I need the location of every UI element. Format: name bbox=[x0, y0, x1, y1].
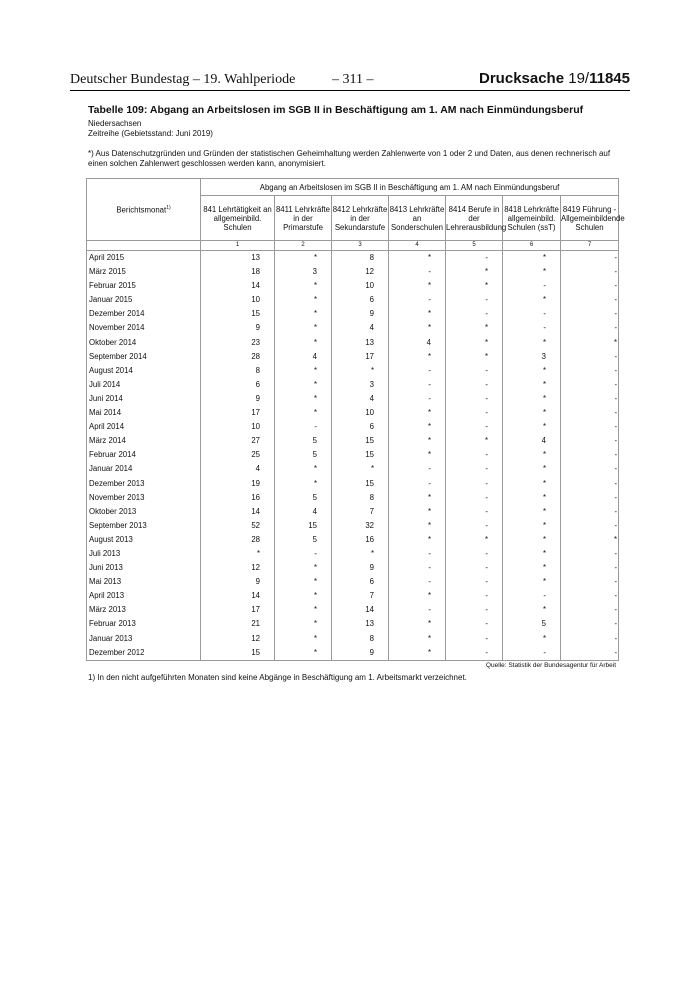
row-value: 3 bbox=[503, 350, 561, 364]
row-value: - bbox=[446, 307, 503, 321]
row-value: 27 bbox=[201, 434, 275, 448]
page-header bbox=[70, 70, 630, 91]
row-value: 15 bbox=[332, 477, 389, 491]
table-row bbox=[87, 491, 619, 505]
row-value: - bbox=[503, 589, 561, 603]
row-month: August 2013 bbox=[87, 533, 201, 547]
row-value: - bbox=[561, 547, 619, 561]
row-value: * bbox=[275, 336, 332, 350]
row-value: 13 bbox=[201, 251, 275, 266]
row-value: * bbox=[275, 646, 332, 661]
row-month: Dezember 2014 bbox=[87, 307, 201, 321]
row-value: 13 bbox=[332, 617, 389, 631]
row-value: 8 bbox=[332, 251, 389, 266]
table-row bbox=[87, 448, 619, 462]
table-title: Tabelle 109: Abgang an Arbeitslosen im SGB II in Beschäftigung am 1. AM nach Einmündungsberuf bbox=[88, 104, 584, 116]
table-row bbox=[87, 462, 619, 476]
row-value: 12 bbox=[201, 561, 275, 575]
row-value: 4 bbox=[275, 350, 332, 364]
header-document-number bbox=[479, 70, 630, 87]
row-value: - bbox=[561, 392, 619, 406]
month-header-footnote-ref: 1) bbox=[166, 204, 171, 211]
row-value: - bbox=[561, 321, 619, 335]
row-value: - bbox=[561, 350, 619, 364]
row-value: * bbox=[503, 491, 561, 505]
row-value: * bbox=[389, 406, 446, 420]
row-value: * bbox=[446, 350, 503, 364]
header-publication: Deutscher Bundestag – 19. Wahlperiode bbox=[70, 72, 296, 87]
row-value: * bbox=[332, 547, 389, 561]
row-value: - bbox=[446, 420, 503, 434]
source-note: Quelle: Statistik der Bundesagentur für Arbeit bbox=[485, 662, 616, 669]
row-value: * bbox=[503, 632, 561, 646]
row-value: - bbox=[561, 293, 619, 307]
row-value: * bbox=[503, 575, 561, 589]
row-value: * bbox=[446, 279, 503, 293]
row-value: 5 bbox=[275, 434, 332, 448]
row-value: - bbox=[446, 603, 503, 617]
row-value: * bbox=[446, 265, 503, 279]
row-value: - bbox=[446, 378, 503, 392]
row-value: - bbox=[275, 420, 332, 434]
row-value: 4 bbox=[201, 462, 275, 476]
row-value: * bbox=[389, 434, 446, 448]
row-value: 5 bbox=[275, 448, 332, 462]
row-value: - bbox=[446, 448, 503, 462]
table-row bbox=[87, 265, 619, 279]
row-value: - bbox=[446, 406, 503, 420]
row-value: 52 bbox=[201, 519, 275, 533]
row-value: 17 bbox=[332, 350, 389, 364]
row-value: - bbox=[503, 646, 561, 661]
column-number: 3 bbox=[332, 241, 389, 251]
row-value: 9 bbox=[201, 575, 275, 589]
row-value: 9 bbox=[332, 307, 389, 321]
row-value: - bbox=[503, 279, 561, 293]
row-month: Februar 2013 bbox=[87, 617, 201, 631]
row-value: 6 bbox=[332, 575, 389, 589]
table-row bbox=[87, 279, 619, 293]
row-value: * bbox=[275, 307, 332, 321]
row-value: - bbox=[389, 378, 446, 392]
row-value: - bbox=[503, 321, 561, 335]
row-month: Juni 2014 bbox=[87, 392, 201, 406]
row-value: * bbox=[503, 462, 561, 476]
row-month: April 2015 bbox=[87, 251, 201, 266]
row-month: November 2014 bbox=[87, 321, 201, 335]
table-row bbox=[87, 632, 619, 646]
column-number: 6 bbox=[503, 241, 561, 251]
row-value: - bbox=[389, 364, 446, 378]
table-row bbox=[87, 321, 619, 335]
row-value: * bbox=[389, 251, 446, 266]
table-row bbox=[87, 406, 619, 420]
row-value: - bbox=[446, 392, 503, 406]
row-value: - bbox=[561, 434, 619, 448]
row-value: - bbox=[389, 293, 446, 307]
row-value: 15 bbox=[201, 307, 275, 321]
row-value: * bbox=[503, 547, 561, 561]
row-value: * bbox=[446, 533, 503, 547]
row-month: Mai 2013 bbox=[87, 575, 201, 589]
column-header: 8412 Lehrkräfte in der Sekundarstufe bbox=[332, 196, 389, 241]
row-value: 6 bbox=[332, 293, 389, 307]
row-value: * bbox=[561, 533, 619, 547]
row-month: Januar 2015 bbox=[87, 293, 201, 307]
row-value: 21 bbox=[201, 617, 275, 631]
table-row bbox=[87, 617, 619, 631]
row-value: 17 bbox=[201, 406, 275, 420]
row-value: - bbox=[561, 589, 619, 603]
row-value: * bbox=[275, 321, 332, 335]
table-row bbox=[87, 434, 619, 448]
row-month: Dezember 2012 bbox=[87, 646, 201, 661]
row-value: - bbox=[561, 646, 619, 661]
table-row bbox=[87, 589, 619, 603]
row-value: * bbox=[503, 519, 561, 533]
header-page-number: – 311 – bbox=[332, 72, 374, 87]
row-value: 3 bbox=[332, 378, 389, 392]
row-value: 32 bbox=[332, 519, 389, 533]
row-value: - bbox=[446, 632, 503, 646]
table-row bbox=[87, 378, 619, 392]
row-value: - bbox=[561, 519, 619, 533]
row-month: Juni 2013 bbox=[87, 561, 201, 575]
row-value: - bbox=[446, 561, 503, 575]
row-value: * bbox=[275, 462, 332, 476]
row-value: 9 bbox=[201, 392, 275, 406]
row-value: 4 bbox=[503, 434, 561, 448]
row-value: * bbox=[503, 505, 561, 519]
row-value: * bbox=[275, 378, 332, 392]
row-value: * bbox=[503, 364, 561, 378]
table-row bbox=[87, 646, 619, 661]
row-value: 9 bbox=[332, 561, 389, 575]
row-value: - bbox=[389, 561, 446, 575]
row-value: 4 bbox=[275, 505, 332, 519]
row-value: - bbox=[389, 265, 446, 279]
table-row bbox=[87, 293, 619, 307]
header-doc-prefix: 19/ bbox=[568, 70, 590, 87]
row-value: - bbox=[446, 547, 503, 561]
row-value: 12 bbox=[332, 265, 389, 279]
row-month: August 2014 bbox=[87, 364, 201, 378]
row-value: * bbox=[446, 434, 503, 448]
row-value: * bbox=[389, 279, 446, 293]
row-value: 4 bbox=[389, 336, 446, 350]
row-value: * bbox=[389, 491, 446, 505]
row-month: März 2014 bbox=[87, 434, 201, 448]
row-value: * bbox=[503, 406, 561, 420]
row-value: - bbox=[561, 575, 619, 589]
row-value: * bbox=[389, 519, 446, 533]
row-value: 19 bbox=[201, 477, 275, 491]
row-value: * bbox=[275, 603, 332, 617]
column-header: 8419 Führung - Allgemeinbildende Schulen bbox=[561, 196, 619, 241]
row-value: * bbox=[503, 293, 561, 307]
row-value: * bbox=[503, 448, 561, 462]
table-row bbox=[87, 505, 619, 519]
footnote: 1) In den nicht aufgeführten Monaten sind keine Abgänge in Beschäftigung am 1. Arbeitsmarkt verzeichnet. bbox=[88, 673, 467, 682]
row-value: * bbox=[503, 477, 561, 491]
row-value: 4 bbox=[332, 321, 389, 335]
row-month: Februar 2014 bbox=[87, 448, 201, 462]
row-value: 8 bbox=[332, 632, 389, 646]
data-table bbox=[86, 178, 625, 661]
table-row bbox=[87, 336, 619, 350]
row-value: 5 bbox=[503, 617, 561, 631]
row-month: Februar 2015 bbox=[87, 279, 201, 293]
row-value: * bbox=[275, 293, 332, 307]
row-value: 3 bbox=[275, 265, 332, 279]
row-value: * bbox=[275, 279, 332, 293]
row-value: 7 bbox=[332, 505, 389, 519]
row-value: * bbox=[275, 251, 332, 266]
row-value: * bbox=[446, 321, 503, 335]
row-value: - bbox=[389, 392, 446, 406]
row-value: 6 bbox=[332, 420, 389, 434]
row-value: 18 bbox=[201, 265, 275, 279]
row-month: Dezember 2013 bbox=[87, 477, 201, 491]
column-header: 841 Lehrtätigkeit an allgemeinbild. Schulen bbox=[201, 196, 275, 241]
row-value: - bbox=[561, 505, 619, 519]
row-month: Oktober 2013 bbox=[87, 505, 201, 519]
column-header: 8413 Lehrkräfte an Sonderschulen bbox=[389, 196, 446, 241]
row-value: 7 bbox=[332, 589, 389, 603]
row-month: Oktober 2014 bbox=[87, 336, 201, 350]
row-month: März 2013 bbox=[87, 603, 201, 617]
row-value: 28 bbox=[201, 533, 275, 547]
table-row bbox=[87, 251, 619, 266]
region-label: Niedersachsen bbox=[88, 119, 142, 128]
table-row bbox=[87, 392, 619, 406]
column-header: 8411 Lehrkräfte in der Primarstufe bbox=[275, 196, 332, 241]
row-value: 15 bbox=[332, 448, 389, 462]
row-value: 15 bbox=[332, 434, 389, 448]
table-row bbox=[87, 533, 619, 547]
row-value: * bbox=[389, 589, 446, 603]
row-month: März 2015 bbox=[87, 265, 201, 279]
row-value: 28 bbox=[201, 350, 275, 364]
row-value: * bbox=[275, 575, 332, 589]
row-month: Juli 2014 bbox=[87, 378, 201, 392]
row-value: 17 bbox=[201, 603, 275, 617]
row-value: * bbox=[275, 561, 332, 575]
row-value: - bbox=[446, 477, 503, 491]
row-value: * bbox=[201, 547, 275, 561]
row-value: * bbox=[503, 603, 561, 617]
table-row bbox=[87, 519, 619, 533]
row-value: * bbox=[275, 617, 332, 631]
row-value: 6 bbox=[201, 378, 275, 392]
row-value: 16 bbox=[332, 533, 389, 547]
row-value: - bbox=[561, 364, 619, 378]
row-value: - bbox=[561, 603, 619, 617]
row-month: Januar 2014 bbox=[87, 462, 201, 476]
row-value: - bbox=[561, 406, 619, 420]
row-value: 15 bbox=[275, 519, 332, 533]
row-value: * bbox=[389, 646, 446, 661]
row-value: 12 bbox=[201, 632, 275, 646]
column-number: 7 bbox=[561, 241, 619, 251]
table-row bbox=[87, 350, 619, 364]
privacy-note: *) Aus Datenschutzgründen und Gründen der statistischen Geheimhaltung werden Zahlenwerte von 1 oder 2 und Daten, aus denen rechnerisch auf einen solchen Zahlenwert geschlossen werden kann, anonymisiert. bbox=[88, 149, 611, 168]
column-header: 8414 Berufe in der Lehrerausbildung bbox=[446, 196, 503, 241]
row-value: 13 bbox=[332, 336, 389, 350]
row-value: - bbox=[446, 575, 503, 589]
table-row bbox=[87, 603, 619, 617]
row-value: * bbox=[332, 364, 389, 378]
row-value: - bbox=[389, 575, 446, 589]
row-value: * bbox=[389, 448, 446, 462]
row-value: 25 bbox=[201, 448, 275, 462]
header-doc-label: Drucksache bbox=[479, 70, 565, 87]
row-month: Juli 2013 bbox=[87, 547, 201, 561]
row-value: * bbox=[389, 420, 446, 434]
row-value: - bbox=[561, 617, 619, 631]
column-header: 8418 Lehrkräfte allgemeinbild. Schulen (ssT) bbox=[503, 196, 561, 241]
row-value: 15 bbox=[201, 646, 275, 661]
group-header: Abgang an Arbeitslosen im SGB II in Beschäftigung am 1. AM nach Einmündungsberuf bbox=[201, 179, 619, 196]
column-number: 5 bbox=[446, 241, 503, 251]
row-value: * bbox=[389, 350, 446, 364]
row-value: - bbox=[446, 462, 503, 476]
row-value: 4 bbox=[332, 392, 389, 406]
row-month: Mai 2014 bbox=[87, 406, 201, 420]
row-value: - bbox=[446, 491, 503, 505]
row-value: * bbox=[275, 406, 332, 420]
row-value: - bbox=[446, 364, 503, 378]
row-value: - bbox=[561, 265, 619, 279]
row-value: * bbox=[389, 533, 446, 547]
table-row bbox=[87, 364, 619, 378]
column-number-blank bbox=[87, 241, 201, 251]
row-value: - bbox=[446, 505, 503, 519]
row-month: September 2014 bbox=[87, 350, 201, 364]
row-value: - bbox=[446, 589, 503, 603]
row-month: April 2013 bbox=[87, 589, 201, 603]
row-value: - bbox=[275, 547, 332, 561]
row-value: * bbox=[503, 420, 561, 434]
row-value: * bbox=[503, 251, 561, 266]
table-row bbox=[87, 561, 619, 575]
row-value: * bbox=[389, 632, 446, 646]
column-number: 2 bbox=[275, 241, 332, 251]
row-value: - bbox=[561, 279, 619, 293]
row-value: 10 bbox=[201, 293, 275, 307]
row-value: - bbox=[561, 462, 619, 476]
row-value: * bbox=[332, 462, 389, 476]
row-month: April 2014 bbox=[87, 420, 201, 434]
row-value: * bbox=[503, 533, 561, 547]
row-value: - bbox=[389, 462, 446, 476]
row-value: * bbox=[389, 617, 446, 631]
row-value: * bbox=[275, 632, 332, 646]
row-value: 14 bbox=[332, 603, 389, 617]
row-value: - bbox=[446, 251, 503, 266]
row-value: - bbox=[561, 378, 619, 392]
row-month: Januar 2013 bbox=[87, 632, 201, 646]
row-value: - bbox=[446, 519, 503, 533]
row-value: 14 bbox=[201, 505, 275, 519]
month-header-label: Berichtsmonat bbox=[116, 205, 167, 215]
row-value: 10 bbox=[332, 406, 389, 420]
row-value: - bbox=[561, 420, 619, 434]
table-row bbox=[87, 575, 619, 589]
row-value: * bbox=[561, 336, 619, 350]
row-value: 8 bbox=[332, 491, 389, 505]
row-value: 9 bbox=[201, 321, 275, 335]
row-value: 9 bbox=[332, 646, 389, 661]
row-value: * bbox=[275, 477, 332, 491]
month-column-header bbox=[87, 179, 201, 241]
row-value: 8 bbox=[201, 364, 275, 378]
row-value: * bbox=[503, 378, 561, 392]
row-value: 10 bbox=[201, 420, 275, 434]
row-value: * bbox=[503, 336, 561, 350]
row-value: - bbox=[389, 477, 446, 491]
row-value: - bbox=[561, 491, 619, 505]
row-value: * bbox=[275, 589, 332, 603]
row-value: 10 bbox=[332, 279, 389, 293]
row-value: * bbox=[503, 561, 561, 575]
row-value: 23 bbox=[201, 336, 275, 350]
header-doc-number: 11845 bbox=[589, 70, 630, 87]
row-value: * bbox=[275, 392, 332, 406]
row-value: * bbox=[275, 364, 332, 378]
period-label: Zeitreihe (Gebietsstand: Juni 2019) bbox=[88, 129, 213, 138]
row-value: - bbox=[503, 307, 561, 321]
row-value: - bbox=[561, 448, 619, 462]
row-value: * bbox=[389, 307, 446, 321]
row-value: - bbox=[561, 307, 619, 321]
row-value: 5 bbox=[275, 491, 332, 505]
row-month: September 2013 bbox=[87, 519, 201, 533]
column-number: 4 bbox=[389, 241, 446, 251]
row-value: - bbox=[446, 617, 503, 631]
column-number: 1 bbox=[201, 241, 275, 251]
row-value: * bbox=[446, 336, 503, 350]
table-row bbox=[87, 547, 619, 561]
table-row bbox=[87, 420, 619, 434]
row-value: * bbox=[389, 321, 446, 335]
table-row bbox=[87, 477, 619, 491]
row-value: - bbox=[561, 561, 619, 575]
row-value: - bbox=[389, 547, 446, 561]
row-value: * bbox=[503, 265, 561, 279]
row-value: - bbox=[561, 477, 619, 491]
row-month: November 2013 bbox=[87, 491, 201, 505]
row-value: - bbox=[561, 632, 619, 646]
row-value: 5 bbox=[275, 533, 332, 547]
row-value: 14 bbox=[201, 279, 275, 293]
row-value: * bbox=[389, 505, 446, 519]
table-row bbox=[87, 307, 619, 321]
row-value: * bbox=[503, 392, 561, 406]
row-value: - bbox=[446, 646, 503, 661]
row-value: - bbox=[446, 293, 503, 307]
row-value: - bbox=[561, 251, 619, 266]
row-value: 14 bbox=[201, 589, 275, 603]
row-value: 16 bbox=[201, 491, 275, 505]
row-value: - bbox=[389, 603, 446, 617]
